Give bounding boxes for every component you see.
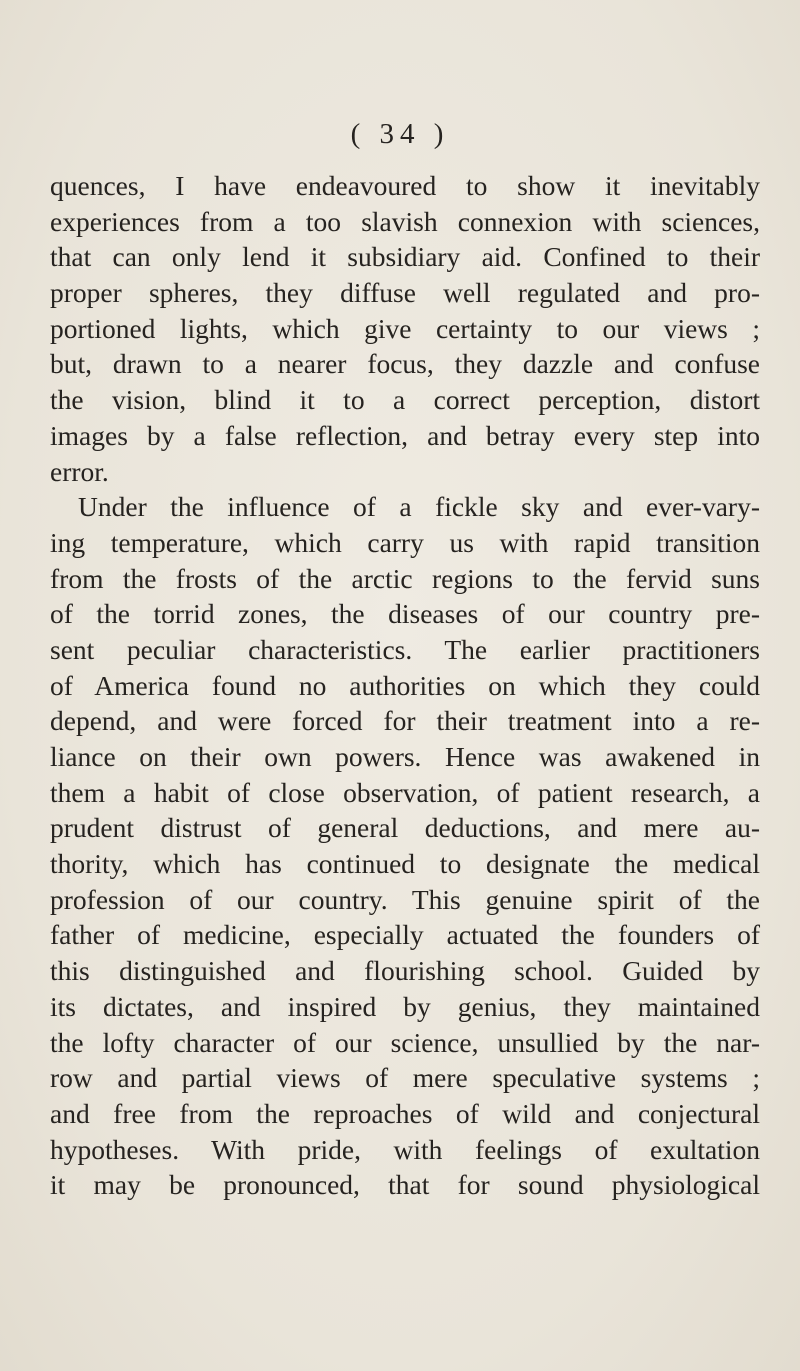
body-text [50,168,760,1203]
text-line: the lofty character of our science, unsullied by the nar- [50,1026,760,1058]
text-line: row and partial views of mere speculative systems ; [50,1062,760,1094]
text-line: them a habit of close observation, of patient research, a [50,776,760,808]
text-line: profession of our country. This genuine spirit of the [50,883,760,915]
text-line: prudent distrust of general deductions, and mere au- [50,812,760,844]
page-number: ( 34 ) [350,118,450,150]
text-line: sent peculiar characteristics. The earlier practitioners [50,633,760,665]
text-line: proper spheres, they diffuse well regulated and pro- [50,277,760,309]
text-line: portioned lights, which give certainty to our views ; [50,312,760,344]
text-line: depend, and were forced for their treatment into a re- [50,705,760,737]
text-line: of America found no authorities on which they could [50,669,760,701]
text-line: error. [50,455,109,487]
text-line: liance on their own powers. Hence was awakened in [50,741,760,772]
text-line: hypotheses. With pride, with feelings of exultation [50,1133,760,1165]
text-line: quences, I have endeavoured to show it inevitably [50,170,760,201]
text-line: from the frosts of the arctic regions to the fervid suns [50,562,760,594]
text-line: father of medicine, especially actuated the founders of [50,919,760,951]
text-line: its dictates, and inspired by genius, they maintained [50,990,760,1022]
text-line: this distinguished and flourishing school. Guided by [50,955,760,987]
text-line: thority, which has continued to designate the medical [50,848,760,880]
text-line: images by a false reflection, and betray every step into [50,419,760,451]
text-line: that can only lend it subsidiary aid. Confined to their [50,241,760,273]
text-line: Under the influence of a fickle sky and ever-vary- [78,491,760,523]
text-line: ing temperature, which carry us with rapid transition [50,526,760,558]
text-line: but, drawn to a nearer focus, they dazzle and confuse [50,348,760,380]
text-line: it may be pronounced, that for sound physiological [50,1169,760,1201]
text-line: of the torrid zones, the diseases of our country pre- [50,598,760,630]
text-line: the vision, blind it to a correct perception, distort [50,384,760,416]
text-line: and free from the reproaches of wild and conjectural [50,1097,760,1129]
text-line: experiences from a too slavish connexion with sciences, [50,205,760,237]
